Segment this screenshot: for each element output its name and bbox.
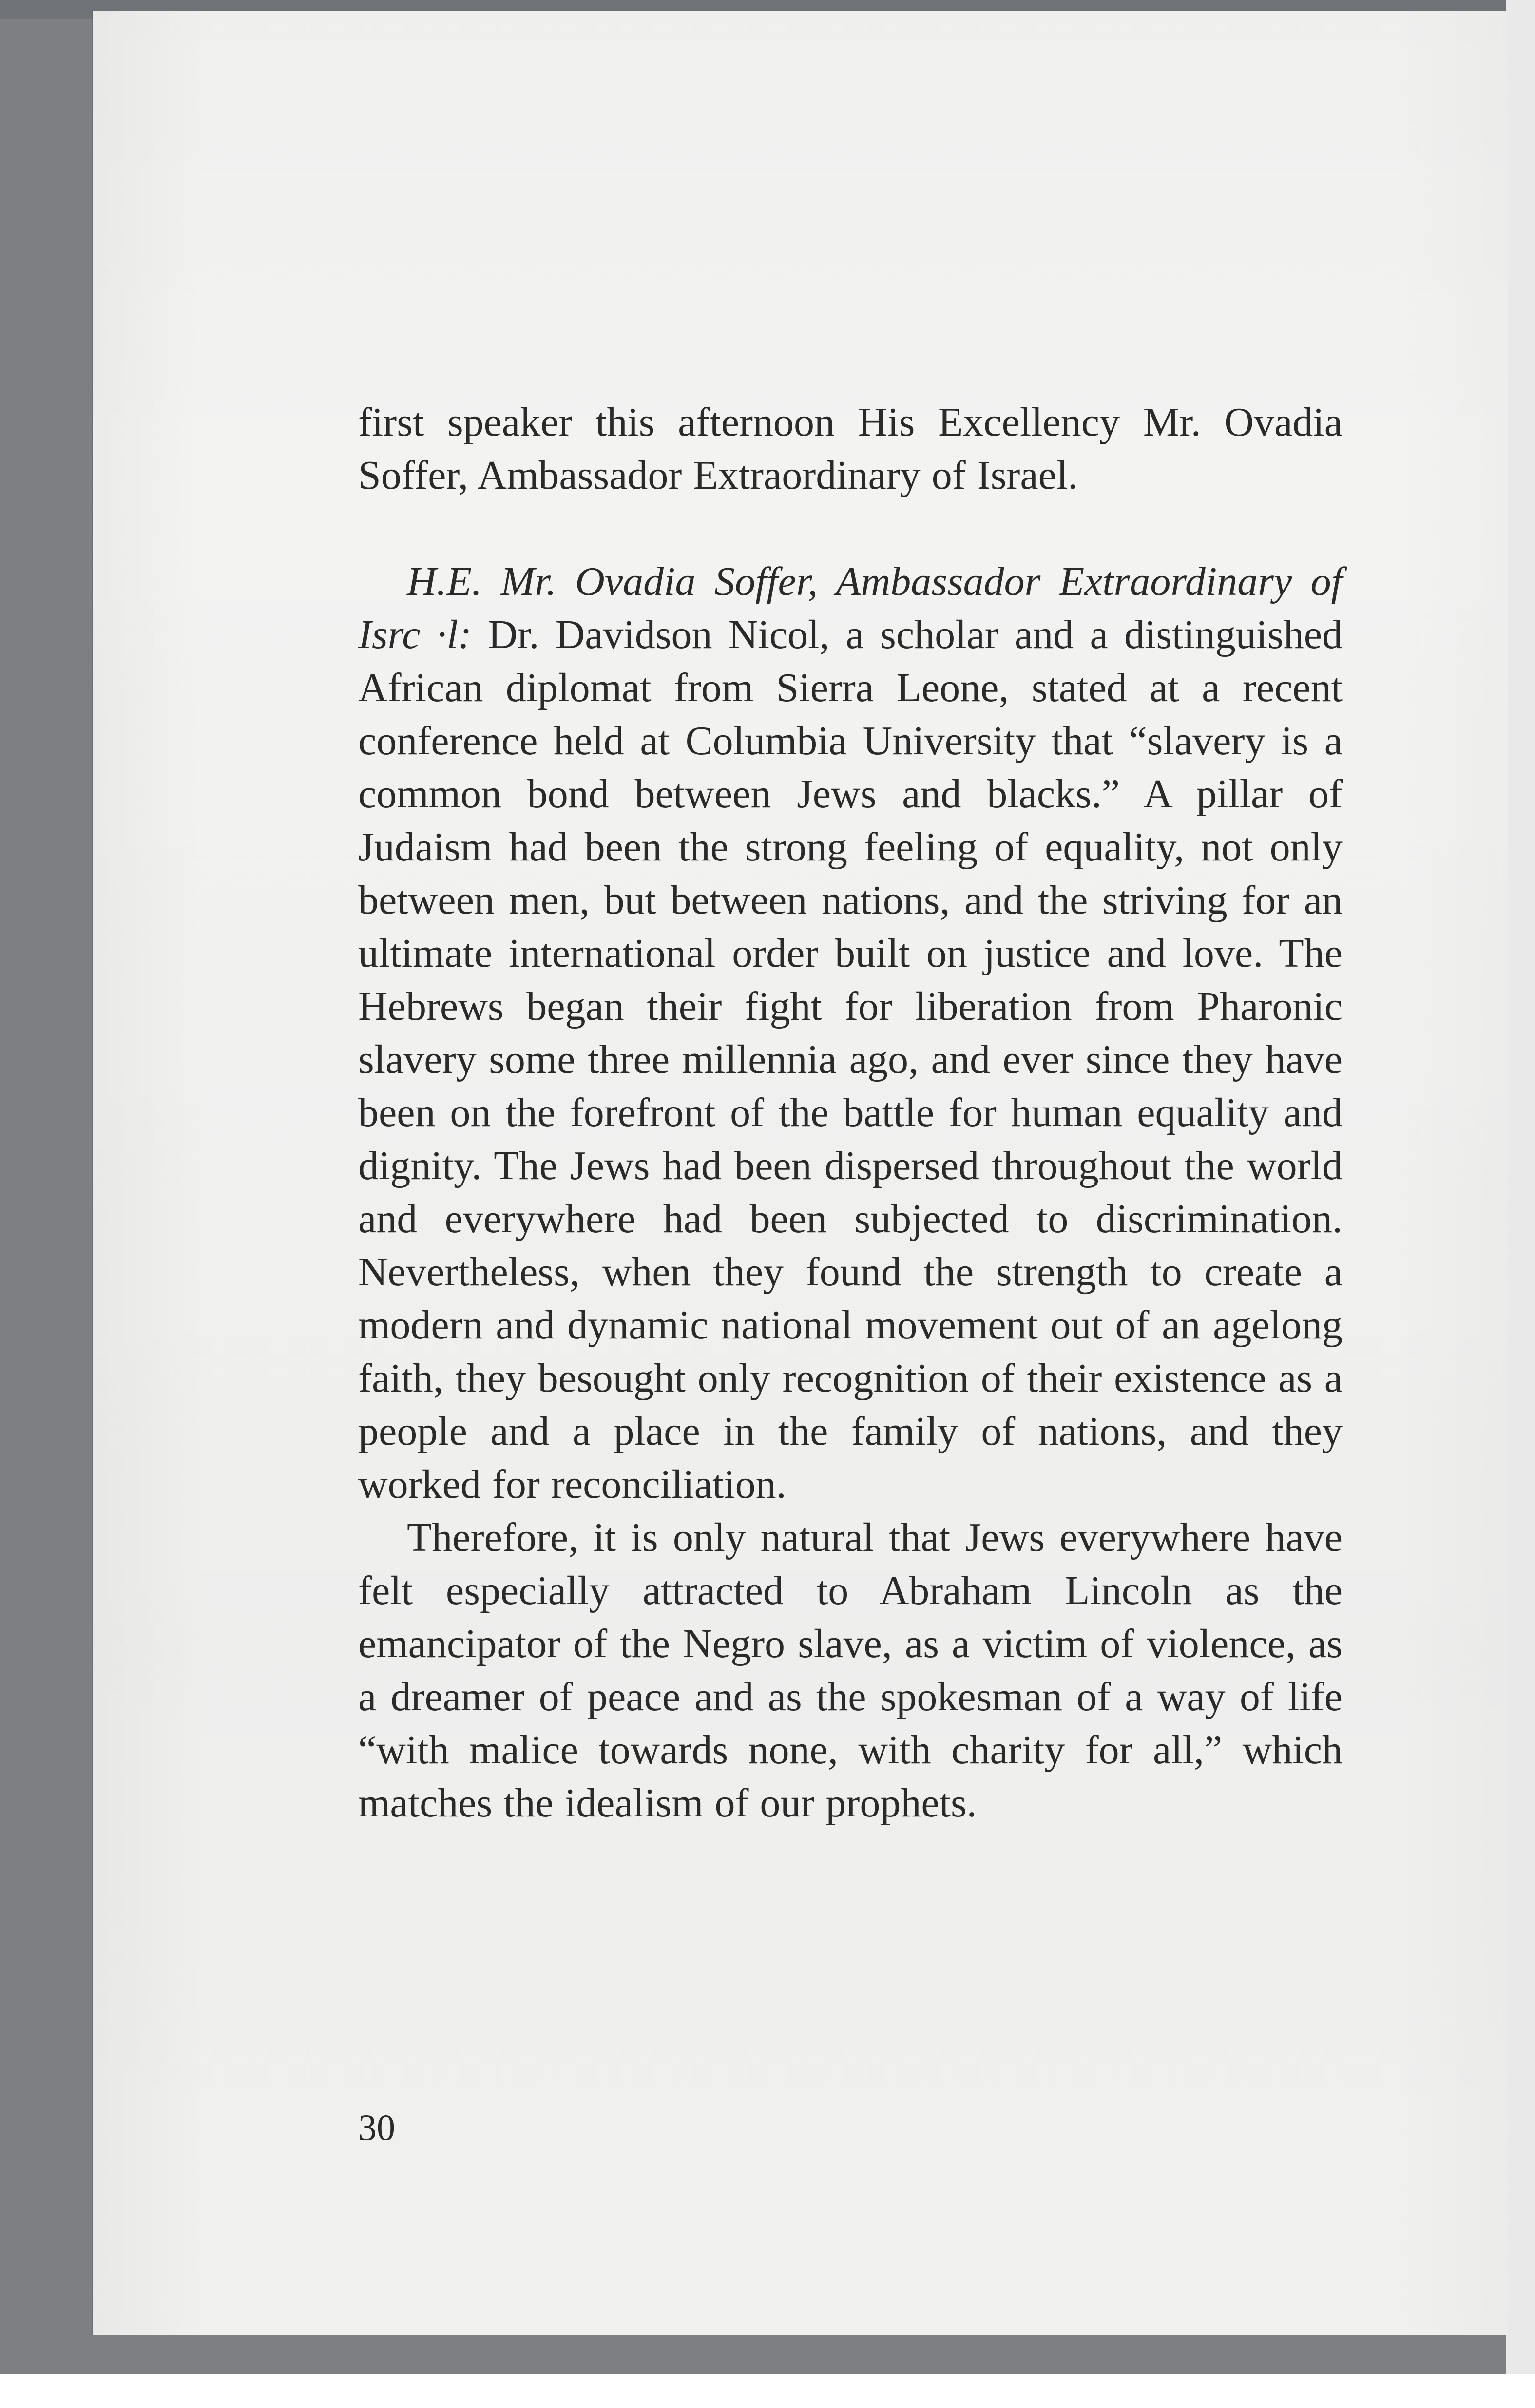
speech-paragraph-1 xyxy=(358,555,1343,1511)
scanner-background-right xyxy=(1506,0,1535,2408)
speaker-label: H.E. Mr. Ovadia Soffer, Ambassador Extraordinary of Isrc ·l: xyxy=(358,559,1343,657)
intro-paragraph: first speaker this afternoon His Excellency Mr. Ovadia Soffer, Ambassador Extraordinary of Israel. xyxy=(358,400,1343,498)
speech-paragraph-1-text: Dr. Davidson Nicol, a scholar and a distinguished African diplomat from Sierra Leone, stated at a recent conference held at Columbia University that “slavery is a common bond between Jews and blacks.” A pillar of Judaism had been the strong feeling of equality, not only between men, but between nations, and the striving for an ultimate international order built on justice and love. The Hebrews began their fight for liberation from Pharonic slavery some three millennia ago, and ever since they have been on the forefront of the battle for human equality and dignity. The Jews had been dispersed throughout the world and everywhere had been subjected to discrimination. Nevertheless, when they found the strength to create a modern and dynamic national movement out of an agelong faith, they besought only recognition of their existence as a people and a place in the family of nations, and they worked for reconciliation. xyxy=(358,612,1343,1507)
speech-paragraph-2: Therefore, it is only natural that Jews everywhere have felt especially attracted to Abraham Lincoln as the emancipator of the Negro slave, as a victim of violence, as a dreamer of peace and as the spokesman of a way of life “with malice towards none, with charity for all,” which matches the idealism of our prophets. xyxy=(358,1515,1343,1826)
scanner-background-bottom xyxy=(0,2374,1535,2408)
scanned-page xyxy=(93,11,1508,2335)
body-text xyxy=(358,396,1343,1830)
page-number: 30 xyxy=(358,2107,395,2148)
